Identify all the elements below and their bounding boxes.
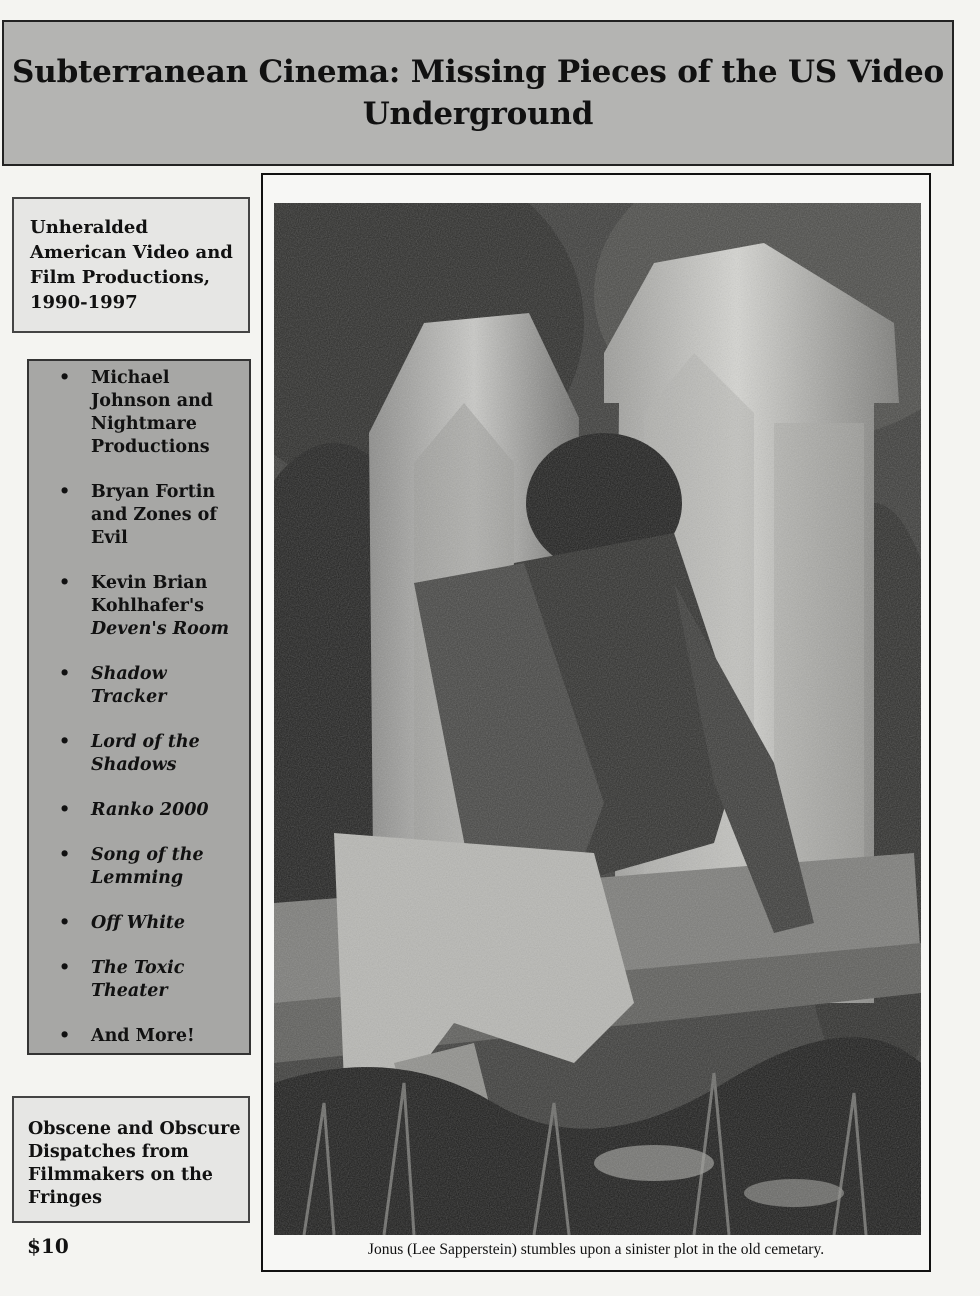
tagline-line: Filmmakers on the [28, 1165, 213, 1185]
list-item [29, 799, 241, 822]
tagline-line: Obscene and Obscure [28, 1119, 241, 1139]
subtitle-box [12, 197, 250, 333]
item-text: Kohlhafer's [91, 596, 205, 616]
title-line-1: Subterranean Cinema: Missing Pieces of the US Video [12, 54, 944, 90]
photo-frame [261, 173, 931, 1272]
bullet-icon: • [59, 482, 71, 502]
bullet-icon: • [59, 573, 71, 593]
list-item [29, 844, 241, 890]
bullet-icon: • [59, 368, 71, 388]
item-text: And More! [91, 1026, 195, 1046]
bullet-icon: • [59, 732, 71, 752]
list-item [29, 367, 241, 459]
book-title [12, 51, 944, 135]
contents-list [29, 367, 241, 1048]
item-text: Michael [91, 368, 170, 388]
item-text: Ranko 2000 [91, 800, 209, 820]
item-title: Deven's Room [91, 619, 230, 639]
title-banner [2, 20, 954, 166]
item-text: Lord of the [91, 732, 200, 752]
list-item [29, 572, 241, 641]
list-item [29, 957, 241, 1003]
item-text: Tracker [91, 687, 167, 707]
subtitle-line: 1990-1997 [30, 292, 138, 313]
list-item [29, 481, 241, 550]
tagline-line: Fringes [28, 1188, 102, 1208]
item-text: Song of the [91, 845, 204, 865]
subtitle-line: Unheralded [30, 217, 148, 238]
item-text: Bryan Fortin [91, 482, 216, 502]
price-label: $10 [27, 1234, 69, 1258]
item-text: Productions [91, 437, 210, 457]
subtitle-text [30, 215, 238, 315]
item-text: The Toxic [91, 958, 185, 978]
bullet-icon: • [59, 913, 71, 933]
contents-list-box [27, 359, 251, 1055]
bullet-icon: • [59, 800, 71, 820]
list-item [29, 731, 241, 777]
item-text: Shadows [91, 755, 177, 775]
bullet-icon: • [59, 845, 71, 865]
title-line-2: Underground [362, 96, 594, 132]
item-text: Kevin Brian [91, 573, 208, 593]
item-text: Lemming [91, 868, 184, 888]
cemetery-photo [274, 203, 921, 1235]
bullet-icon: • [59, 958, 71, 978]
bullet-icon: • [59, 664, 71, 684]
bullet-icon: • [59, 1026, 71, 1046]
list-item [29, 912, 241, 935]
tagline-box [12, 1096, 250, 1223]
item-text: Nightmare [91, 414, 197, 434]
item-text: Off White [91, 913, 186, 933]
subtitle-line: Film Productions, [30, 267, 211, 288]
tagline-text [28, 1118, 242, 1210]
subtitle-line: American Video and [30, 242, 233, 263]
item-text: Shadow [91, 664, 167, 684]
item-text: Evil [91, 528, 128, 548]
list-item [29, 663, 241, 709]
photo-caption: Jonus (Lee Sapperstein) stumbles upon a sinister plot in the old cemetary. [367, 1241, 825, 1258]
item-text: Theater [91, 981, 168, 1001]
item-text: Johnson and [91, 391, 214, 411]
list-item [29, 1025, 241, 1048]
tagline-line: Dispatches from [28, 1142, 189, 1162]
item-text: and Zones of [91, 505, 217, 525]
